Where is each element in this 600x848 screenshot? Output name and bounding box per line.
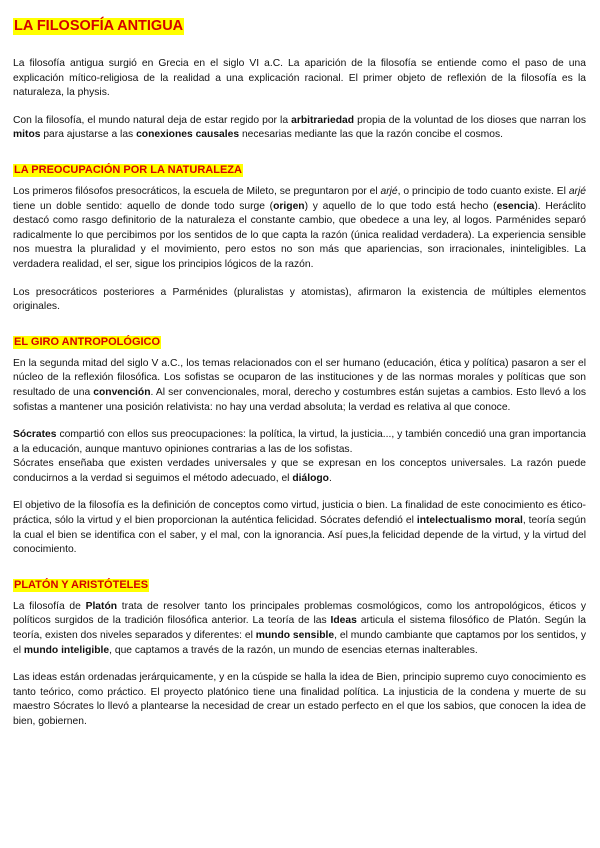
platon-paragraph-2: Las ideas están ordenadas jerárquicamente, y en la cúspide se halla la idea de Bien, principio supremo cuyo conocimiento es tanto teórico, como práctico. El proyecto platónico tiene una finalidad política. La injusticia de la condena y muerte de su maestro Sócrates lo llevó a plantearse la necesidad de crear un estado perfecto en el que los sabios, que conocen la idea de bien, gobiernen.	[13, 672, 586, 727]
giro-section	[13, 332, 586, 558]
bold-term: Platón	[85, 600, 118, 612]
document-title: LA FILOSOFÍA ANTIGUA	[14, 18, 184, 34]
section-heading-giro: EL GIRO ANTROPOLÓGICO	[14, 335, 161, 348]
bold-term: esencia	[496, 200, 535, 212]
bold-term: Sócrates	[13, 429, 57, 441]
bold-term: mundo inteligible	[23, 644, 110, 656]
intro-paragraph-2: Con la filosofía, el mundo natural deja de estar regido por la arbitrariedad propia de la voluntad de los dioses que narran los mitos para ajustarse a las conexiones causales necesarias mediante las que la razón concibe el cosmos.	[13, 114, 586, 141]
giro-paragraph-2: Sócrates compartió con ellos sus preocupaciones: la política, la virtud, la justicia..., y también concedió una gran importancia a la educación, aunque mantuvo opiniones contrarias a las de los sofistas.	[13, 429, 586, 455]
bold-term: diálogo	[292, 472, 329, 484]
bold-term: arbitrariedad	[291, 114, 355, 126]
bold-term: intelectualismo moral	[416, 515, 523, 527]
intro-section	[13, 57, 586, 143]
bold-term: Ideas	[330, 615, 357, 627]
bold-term: conexiones causales	[136, 129, 240, 141]
section-heading-naturaleza: LA PREOCUPACIÓN POR LA NATURALEZA	[14, 163, 242, 176]
naturaleza-paragraph-1: Los primeros filósofos presocráticos, la escuela de Mileto, se preguntaron por el arjé, o principio de todo cuanto existe. El arjé tiene un doble sentido: aquello de donde todo surge (origen) y aquello de lo que todo está hecho (esencia). Heráclito destacó como rasgo definitorio de la naturaleza el constante cambio, que obedece a una ley, al logos. Parménides separó radicalmente lo que percibimos por los sentidos de lo que capta la razón (única realidad verdadera). La experiencia sensible nos muestra la pluralidad y el movimiento, pero estos no son más que apariencias, son irracionales, ininteligibles. La verdadera realidad, el ser, sigue los principios lógicos de la razón.	[13, 185, 587, 270]
naturaleza-paragraph-2: Los presocráticos posteriores a Parménides (pluralistas y atomistas), afirmaron la existencia de múltiples elementos originales.	[13, 286, 586, 313]
bold-term: origen	[273, 200, 305, 212]
italic-term: arjé	[380, 185, 398, 197]
platon-paragraph-1: La filosofía de Platón trata de resolver tanto los principales problemas cosmológicos, como los antropológicos, éticos y políticos surgidos de la tradición filosófica anterior. La teoría de las Ideas articula el sistema filosófico de Platón. Según la teoría, existen dos niveles separados y diferentes: el mundo sensible, el mundo cambiante que captamos por los sentidos, y el mundo inteligible, que captamos a través de la razón, un mundo de esencias eternas inalterables.	[13, 600, 587, 656]
bold-term: convención	[93, 386, 151, 398]
intro-paragraph-1: La filosofía antigua surgió en Grecia en el siglo VI a.C. La aparición de la filosofía se entiende como el paso de una explicación mítico-religiosa de la realidad a una explicación racional. El primer objeto de reflexión de la filosofía es la naturaleza, la physis.	[13, 58, 586, 99]
giro-paragraph-4: El objetivo de la filosofía es la definición de conceptos como virtud, justicia o bien. La finalidad de este conocimiento es ético-práctica, sólo la virtud y el bien proporcionan la auténtica felicidad. Sócrates defendió el intelectualismo moral, teoría según la cual el bien se identifica con el saber, y el mal, con la ignorancia. Así pues,la felicidad depende de la virtud, y la virtud del conocimiento.	[13, 500, 586, 556]
italic-term: arjé	[568, 185, 586, 197]
giro-paragraph-1: En la segunda mitad del siglo V a.C., los temas relacionados con el ser humano (educación, ética y política) pasaron a ser el núcleo de la reflexión filosófica. Los sofistas se ocuparon de las instituciones y de las normas morales y políticas que son resultado de una convención. Al ser convencionales, moral, derecho y costumbres están sujetas a cambios. Esto llevó a los sofistas a mantener una posición relativista: no hay una verdad absoluta; la verdad es relativa al que conoce.	[13, 357, 587, 413]
giro-paragraph-3: Sócrates enseñaba que existen verdades universales y que se expresan en los conceptos universales. La razón puede conducirnos a la verdad si seguimos el método adecuado, el diálogo.	[13, 458, 586, 484]
bold-term: mundo sensible	[255, 630, 335, 642]
platon-section	[13, 575, 586, 730]
naturaleza-section	[13, 160, 586, 315]
bold-term: mitos	[13, 129, 41, 141]
section-heading-platon: PLATÓN Y ARISTÓTELES	[14, 578, 149, 591]
